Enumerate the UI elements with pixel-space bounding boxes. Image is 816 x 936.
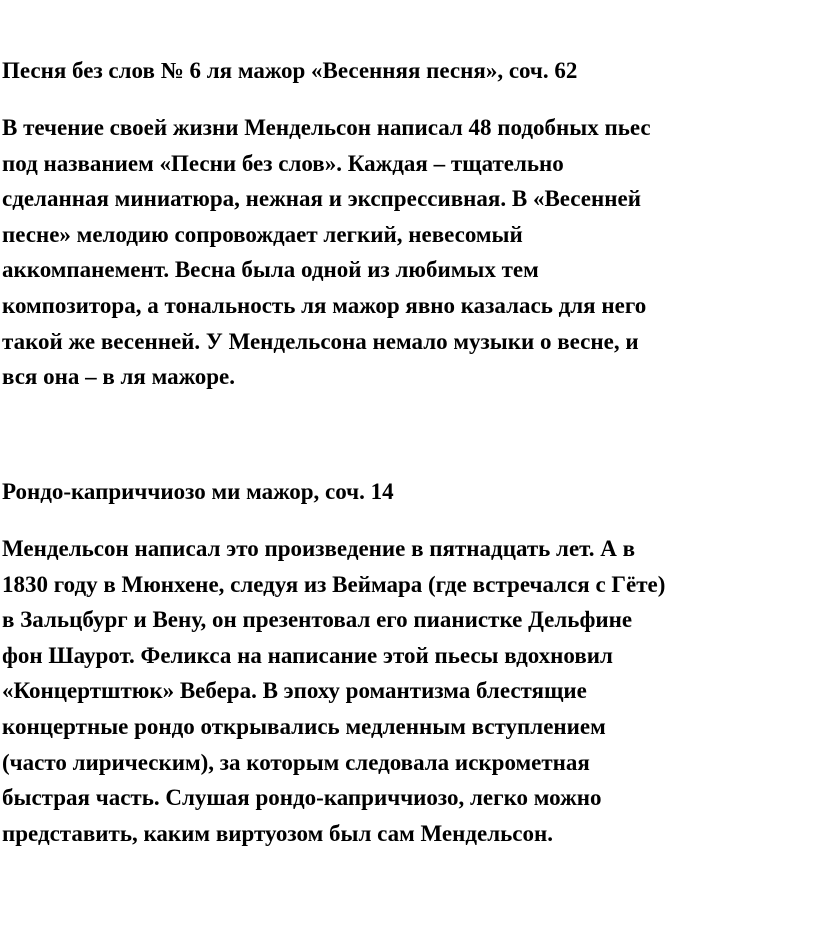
paragraph-line: вся она – в ля мажоре. [2, 364, 235, 390]
paragraph-line: В течение своей жизни Мендельсон написал 48 подобных пьес [2, 115, 651, 140]
paragraph-line: аккомпанемент. Весна была одной из любимых тем [2, 257, 539, 283]
paragraph-line: в Зальцбург и Вену, он презентовал его пианистке Дельфине [2, 607, 633, 633]
paragraph-spring-song [2, 110, 814, 395]
paragraph-line: 1830 году в Мюнхене, следуя из Веймара (где встречался с Гёте) [2, 571, 666, 597]
section-heading-rondo-capriccioso: Рондо-каприччиозо ми мажор, соч. 14 [2, 479, 394, 504]
paragraph-line: композитора, а тональность ля мажор явно казалась для него [2, 292, 647, 318]
paragraph-rondo-capriccioso [2, 531, 814, 851]
paragraph-line: под названием «Песни без слов». Каждая – тщательно [2, 150, 564, 176]
paragraph-line: представить, каким виртуозом был сам Мендельсон. [2, 820, 554, 846]
paragraph-line: фон Шаурот. Феликса на написание этой пьесы вдохновил [2, 642, 613, 668]
paragraph-line: «Концертштюк» Вебера. В эпоху романтизма блестящие [2, 678, 587, 704]
paragraph-line: песне» мелодию сопровождает легкий, невесомый [2, 221, 523, 247]
paragraph-line: такой же весенней. У Мендельсона немало музыки о весне, и [2, 328, 639, 354]
paragraph-line: (часто лирическим), за которым следовала искрометная [2, 749, 590, 775]
paragraph-line: быстрая часть. Слушая рондо-каприччиозо, легко можно [2, 785, 602, 811]
paragraph-line: Мендельсон написал это произведение в пятнадцать лет. А в [2, 536, 636, 561]
section-heading-spring-song: Песня без слов № 6 ля мажор «Весенняя песня», соч. 62 [2, 58, 578, 83]
paragraph-line: концертные рондо открывались медленным вступлением [2, 713, 606, 739]
paragraph-line: сделанная миниатюра, нежная и экспрессивная. В «Весенней [2, 186, 641, 212]
